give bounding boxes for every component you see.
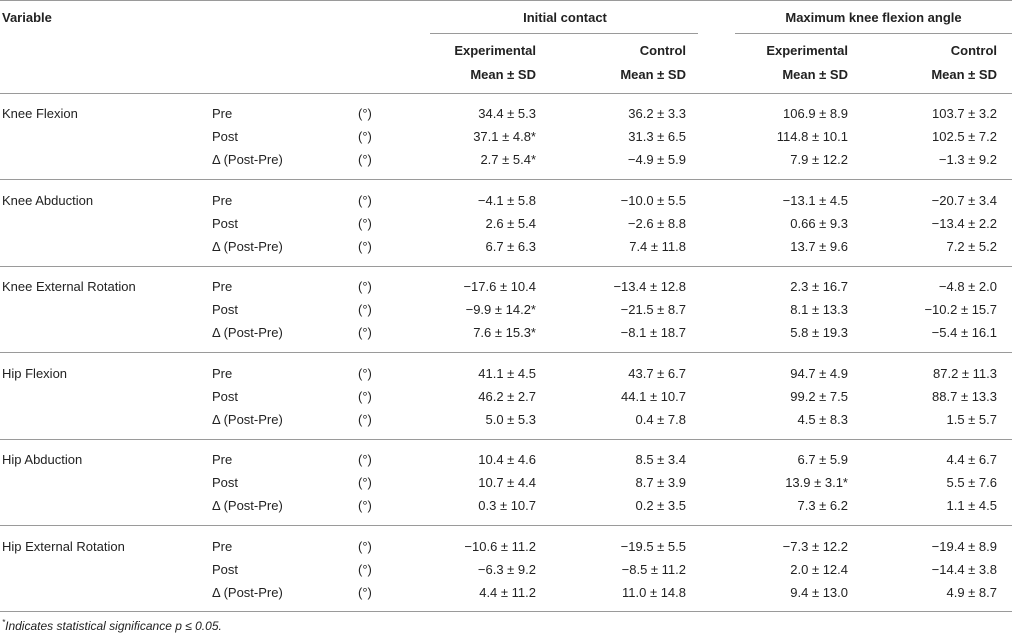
phase-label: Post (212, 129, 239, 144)
phase-label: Post (212, 216, 239, 231)
cell-mk-experimental: 5.8 ± 19.3 (790, 325, 848, 340)
phase-label: Δ (Post-Pre) (212, 412, 283, 427)
cell-ic-control: −4.9 ± 5.9 (627, 152, 686, 167)
unit-label: (°) (358, 216, 372, 231)
variable-name: Hip Flexion (2, 366, 68, 381)
cell-mk-experimental: 7.3 ± 6.2 (797, 498, 848, 513)
table-top-rule (0, 0, 1012, 1)
cell-mk-experimental: 114.8 ± 10.1 (776, 129, 848, 144)
header-mk-control: Control (950, 43, 997, 58)
phase-label: Pre (212, 539, 233, 554)
cell-ic-control: −10.0 ± 5.5 (620, 193, 686, 208)
header-mk-experimental-meansd: Mean ± SD (782, 67, 848, 82)
variable-name: Hip Abduction (2, 452, 83, 467)
cell-ic-control: 0.4 ± 7.8 (635, 412, 686, 427)
cell-ic-experimental: 10.4 ± 4.6 (478, 452, 536, 467)
cell-ic-control: −8.1 ± 18.7 (620, 325, 686, 340)
cell-mk-control: −19.4 ± 8.9 (931, 539, 997, 554)
cell-mk-experimental: 4.5 ± 8.3 (797, 412, 848, 427)
cell-mk-control: 102.5 ± 7.2 (932, 129, 997, 144)
header-ic-control: Control (639, 43, 686, 58)
cell-ic-experimental: −4.1 ± 5.8 (477, 193, 536, 208)
cell-ic-experimental: 34.4 ± 5.3 (478, 106, 536, 121)
cell-mk-control: 4.4 ± 6.7 (946, 452, 997, 467)
phase-label: Post (212, 475, 239, 490)
cell-ic-control: 36.2 ± 3.3 (628, 106, 686, 121)
phase-label: Pre (212, 279, 233, 294)
cell-mk-control: 7.2 ± 5.2 (946, 239, 997, 254)
unit-label: (°) (358, 498, 372, 513)
header-mk-experimental: Experimental (766, 43, 848, 58)
unit-label: (°) (358, 585, 372, 600)
phase-label: Δ (Post-Pre) (212, 498, 283, 513)
cell-mk-experimental: 2.3 ± 16.7 (790, 279, 848, 294)
cell-mk-experimental: 13.9 ± 3.1* (785, 475, 848, 490)
cell-ic-experimental: 0.3 ± 10.7 (478, 498, 536, 513)
cell-ic-experimental: 2.6 ± 5.4 (485, 216, 536, 231)
cell-ic-control: −8.5 ± 11.2 (621, 562, 686, 577)
unit-label: (°) (358, 412, 372, 427)
cell-ic-experimental: −10.6 ± 11.2 (464, 539, 536, 554)
group-separator-rule (0, 179, 1012, 180)
unit-label: (°) (358, 475, 372, 490)
cell-ic-experimental: −6.3 ± 9.2 (477, 562, 536, 577)
phase-label: Δ (Post-Pre) (212, 152, 283, 167)
cell-ic-control: 31.3 ± 6.5 (628, 129, 686, 144)
group-separator-rule (0, 525, 1012, 526)
phase-label: Post (212, 562, 239, 577)
group-separator-rule (0, 352, 1012, 353)
unit-label: (°) (358, 366, 372, 381)
unit-label: (°) (358, 539, 372, 554)
cell-mk-control: 88.7 ± 13.3 (932, 389, 997, 404)
unit-label: (°) (358, 562, 372, 577)
header-ic-experimental-meansd: Mean ± SD (470, 67, 536, 82)
cell-mk-control: 87.2 ± 11.3 (933, 366, 997, 381)
unit-label: (°) (358, 325, 372, 340)
cell-mk-control: −5.4 ± 16.1 (931, 325, 997, 340)
cell-mk-experimental: 13.7 ± 9.6 (790, 239, 848, 254)
phase-label: Δ (Post-Pre) (212, 239, 283, 254)
cell-mk-control: 1.5 ± 5.7 (946, 412, 997, 427)
variable-name: Hip External Rotation (2, 539, 125, 554)
cell-mk-control: −4.8 ± 2.0 (938, 279, 997, 294)
cell-ic-experimental: 41.1 ± 4.5 (478, 366, 536, 381)
cell-mk-experimental: 0.66 ± 9.3 (790, 216, 848, 231)
header-ic-control-meansd: Mean ± SD (620, 67, 686, 82)
cell-ic-control: −19.5 ± 5.5 (620, 539, 686, 554)
cell-mk-experimental: −7.3 ± 12.2 (782, 539, 848, 554)
footnote-text: Indicates statistical significance p ≤ 0.05. (5, 619, 222, 633)
unit-label: (°) (358, 452, 372, 467)
header-max-knee-flexion: Maximum knee flexion angle (785, 10, 962, 25)
unit-label: (°) (358, 193, 372, 208)
variable-name: Knee External Rotation (2, 279, 136, 294)
cell-mk-control: −1.3 ± 9.2 (938, 152, 997, 167)
group-separator-rule (0, 439, 1012, 440)
cell-ic-experimental: 6.7 ± 6.3 (485, 239, 536, 254)
table-bottom-rule (0, 611, 1012, 612)
unit-label: (°) (358, 152, 372, 167)
cell-mk-experimental: 106.9 ± 8.9 (783, 106, 848, 121)
cell-mk-experimental: 99.2 ± 7.5 (790, 389, 848, 404)
variable-name: Knee Flexion (2, 106, 78, 121)
phase-label: Post (212, 389, 239, 404)
initial-contact-rule (430, 33, 698, 34)
cell-ic-control: 11.0 ± 14.8 (622, 585, 686, 600)
cell-ic-experimental: 4.4 ± 11.2 (479, 585, 536, 600)
cell-mk-experimental: 9.4 ± 13.0 (790, 585, 848, 600)
cell-mk-control: 5.5 ± 7.6 (946, 475, 997, 490)
phase-label: Pre (212, 452, 233, 467)
cell-mk-experimental: 8.1 ± 13.3 (790, 302, 848, 317)
unit-label: (°) (358, 129, 372, 144)
unit-label: (°) (358, 106, 372, 121)
unit-label: (°) (358, 302, 372, 317)
header-initial-contact: Initial contact (523, 10, 607, 25)
cell-mk-control: −13.4 ± 2.2 (931, 216, 997, 231)
cell-mk-experimental: 6.7 ± 5.9 (797, 452, 848, 467)
cell-mk-experimental: 2.0 ± 12.4 (790, 562, 848, 577)
cell-mk-control: −14.4 ± 3.8 (931, 562, 997, 577)
unit-label: (°) (358, 239, 372, 254)
phase-label: Pre (212, 106, 233, 121)
group-separator-rule (0, 266, 1012, 267)
cell-ic-experimental: 7.6 ± 15.3* (473, 325, 536, 340)
cell-ic-control: 8.5 ± 3.4 (635, 452, 686, 467)
cell-ic-experimental: 2.7 ± 5.4* (480, 152, 536, 167)
header-ic-experimental: Experimental (454, 43, 536, 58)
cell-ic-experimental: 37.1 ± 4.8* (473, 129, 536, 144)
cell-ic-experimental: −9.9 ± 14.2* (465, 302, 536, 317)
cell-ic-control: −21.5 ± 8.7 (620, 302, 686, 317)
phase-label: Δ (Post-Pre) (212, 325, 283, 340)
cell-mk-experimental: 94.7 ± 4.9 (790, 366, 848, 381)
cell-ic-experimental: 46.2 ± 2.7 (478, 389, 536, 404)
cell-ic-experimental: −17.6 ± 10.4 (463, 279, 536, 294)
cell-ic-control: 43.7 ± 6.7 (628, 366, 686, 381)
unit-label: (°) (358, 389, 372, 404)
cell-ic-experimental: 5.0 ± 5.3 (485, 412, 536, 427)
cell-ic-control: −13.4 ± 12.8 (613, 279, 686, 294)
phase-label: Post (212, 302, 239, 317)
phase-label: Pre (212, 366, 233, 381)
cell-ic-control: 7.4 ± 11.8 (629, 239, 686, 254)
cell-mk-control: −20.7 ± 3.4 (931, 193, 997, 208)
cell-mk-experimental: −13.1 ± 4.5 (782, 193, 848, 208)
cell-ic-control: −2.6 ± 8.8 (627, 216, 686, 231)
cell-mk-experimental: 7.9 ± 12.2 (790, 152, 848, 167)
cell-mk-control: 1.1 ± 4.5 (946, 498, 997, 513)
phase-label: Pre (212, 193, 233, 208)
header-bottom-rule (0, 93, 1012, 94)
cell-ic-control: 0.2 ± 3.5 (635, 498, 686, 513)
variable-name: Knee Abduction (2, 193, 94, 208)
max-knee-flexion-rule (735, 33, 1012, 34)
header-mk-control-meansd: Mean ± SD (931, 67, 997, 82)
cell-mk-control: 4.9 ± 8.7 (946, 585, 997, 600)
phase-label: Δ (Post-Pre) (212, 585, 283, 600)
cell-ic-control: 44.1 ± 10.7 (621, 389, 686, 404)
cell-mk-control: 103.7 ± 3.2 (932, 106, 997, 121)
cell-ic-experimental: 10.7 ± 4.4 (478, 475, 536, 490)
header-variable: Variable (2, 10, 52, 25)
unit-label: (°) (358, 279, 372, 294)
cell-mk-control: −10.2 ± 15.7 (924, 302, 997, 317)
footnote-marker: * (2, 618, 6, 627)
footnote (2, 615, 222, 634)
cell-ic-control: 8.7 ± 3.9 (635, 475, 686, 490)
